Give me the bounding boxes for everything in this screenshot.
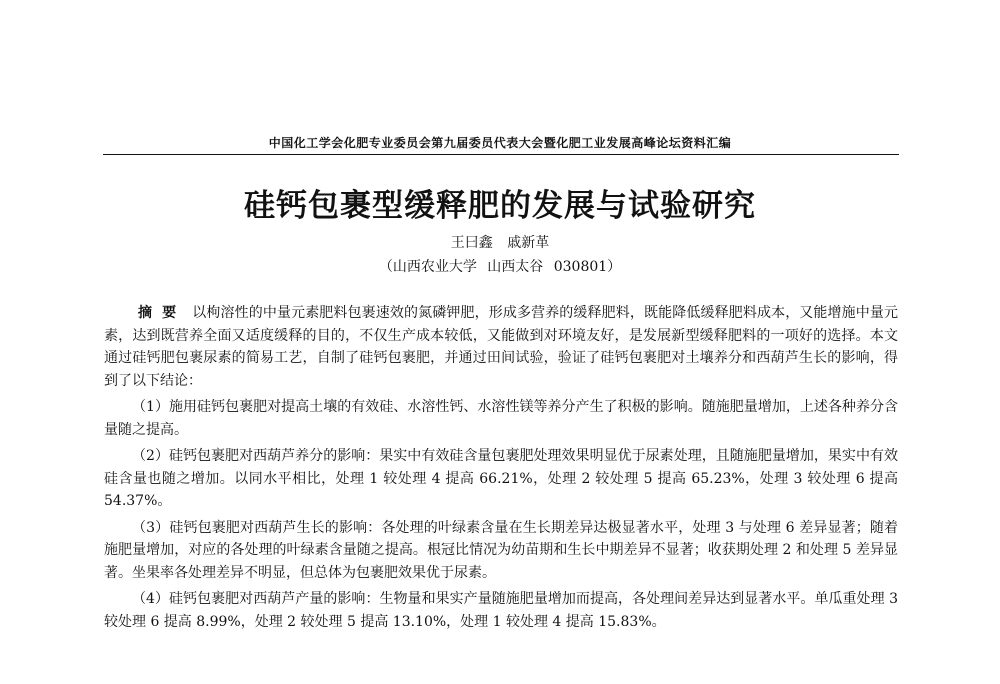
abstract-intro-paragraph: [104, 302, 898, 392]
paper-authors: 王曰鑫 戚新革: [450, 235, 550, 251]
abstract-intro: 以枸溶性的中量元素肥料包裹速效的氮磷钾肥，形成多营养的缓释肥料，既能降低缓释肥料成本，又能增施中量元素，达到既营养全面又适度缓释的目的，不仅生产成本较低，又能做到对环境友好，是发展新型缓释肥料的一项好的选择。本文通过硅钙肥包裹尿素的简易工艺，自制了硅钙包裹肥，并通过田间试验，验证了硅钙包裹肥对土壤养分和西葫芦生长的影响，得到了以下结论：: [104, 305, 899, 389]
abstract-point-4: （4）硅钙包裹肥对西葫芦产量的影响：生物量和果实产量随施肥量增加而提高，各处理间差异达到显著水平。单瓜重处理 3 较处理 6 提高 8.99%，处理 2 较处理 5 提高 13.10%，处理 1 较处理 4 提高 15.83%。: [104, 591, 898, 630]
running-header: 中国化工学会化肥专业委员会第九届委员代表大会暨化肥工业发展高峰论坛资料汇编: [268, 136, 732, 150]
abstract-point-2: （2）硅钙包裹肥对西葫芦养分的影响：果实中有效硅含量包裹肥处理效果明显优于尿素处理，且随施肥量增加，果实中有效硅含量也随之增加。以同水平相比，处理 1 较处理 4 提高 66.21%，处理 2 较处理 5 提高 65.23%，处理 3 较处理 6 提高 54.37%。: [104, 448, 898, 509]
paper-title: 硅钙包裹型缓释肥的发展与试验研究: [244, 188, 756, 224]
paper-affiliation: （山西农业大学 山西太谷 030801）: [378, 259, 622, 275]
abstract-label: 摘要: [138, 305, 187, 321]
abstract-body: [104, 302, 898, 637]
abstract-point-1: （1）施用硅钙包裹肥对提高土壤的有效硅、水溶性钙、水溶性镁等养分产生了积极的影响。随施肥量增加，上述各种养分含量随之提高。: [104, 399, 898, 438]
header-rule: [103, 154, 899, 155]
abstract-point-3: （3）硅钙包裹肥对西葫芦生长的影响：各处理的叶绿素含量在生长期差异达极显著水平，处理 3 与处理 6 差异显著；随着施肥量增加，对应的各处理的叶绿素含量随之提高。根冠比情况为幼苗期和生长中期差异不显著；收获期处理 2 和处理 5 差异显著。坐果率各处理差异不明显，但总体为包裹肥效果优于尿素。: [104, 519, 898, 581]
